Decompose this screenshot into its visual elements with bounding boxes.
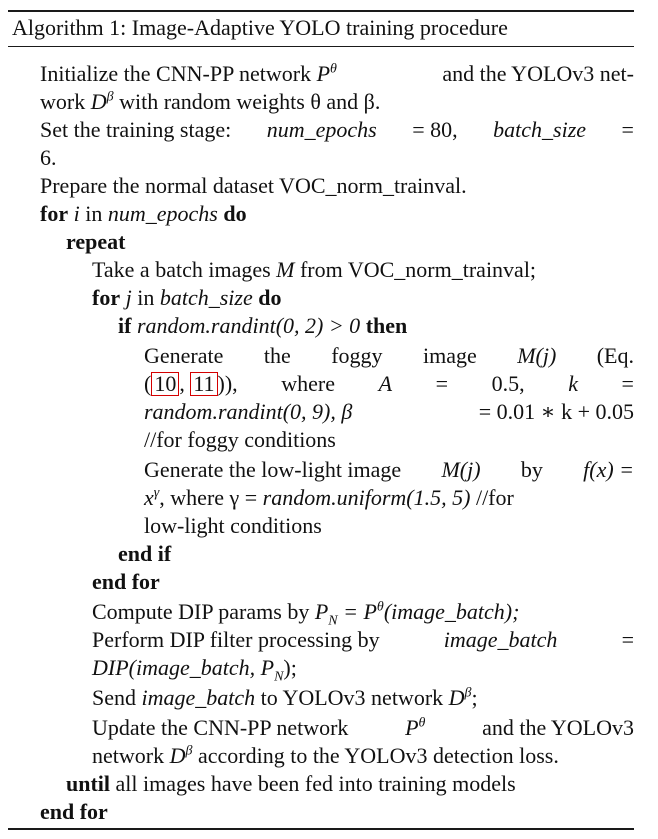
prepare-line: Prepare the normal dataset VOC_norm_trainval. bbox=[40, 173, 467, 198]
end-if-line: end if bbox=[118, 541, 172, 566]
update-line-1: Update the CNN-PP network $P^\theta$ and the YOLOv3 bbox=[92, 715, 634, 740]
fog-line-1: Generate the foggy image M(j) (Eq. bbox=[144, 343, 634, 368]
top-rule bbox=[8, 10, 634, 12]
take-batch-line: Take a batch images M from VOC_norm_trainval; bbox=[92, 257, 537, 282]
compute-line: Compute DIP params by $P_N$ = $P^\theta(image\_batch)$; bbox=[92, 599, 520, 629]
caption-rule bbox=[8, 46, 634, 47]
stage-line-2: 6. bbox=[40, 145, 57, 170]
end-for-inner-line: end for bbox=[92, 569, 160, 594]
equation-ref-10[interactable]: 10 bbox=[151, 372, 179, 396]
lowlight-line-3: low-light conditions bbox=[144, 513, 322, 538]
end-for-outer-line: end for bbox=[40, 799, 108, 824]
perform-line-2: DIP(image_batch, $P_N$); bbox=[92, 655, 297, 685]
init-line-1: Initialize the CNN-PP network $P^\theta$ and the YOLOv3 net- bbox=[40, 61, 634, 86]
for-epochs-line: for i in num_epochs do bbox=[40, 201, 247, 226]
until-line: until all images have been fed into training models bbox=[66, 771, 516, 796]
lowlight-line-1: Generate the low-light image M(j) by f(x) = bbox=[144, 457, 634, 482]
fog-line-3: random.randint(0, 9), β = 0.01 ∗ k + 0.05 bbox=[144, 399, 634, 424]
perform-line-1: Perform DIP filter processing by image_batch = bbox=[92, 627, 634, 652]
if-line: if random.randint(0, 2) > 0 then bbox=[118, 313, 408, 338]
lowlight-line-2: $x^\gamma$, where γ = random.uniform(1.5, 5) //for bbox=[144, 485, 514, 510]
fog-line-2: ( 10 , 11 )), where A = 0.5, k = bbox=[144, 371, 634, 396]
stage-line-1: Set the training stage: num_epochs = 80, batch_size = bbox=[40, 117, 634, 142]
init-line-2: work $D^\beta$ with random weights θ and β. bbox=[40, 89, 381, 114]
algorithm-caption bbox=[12, 13, 508, 43]
bottom-rule bbox=[8, 828, 634, 830]
caption-label: Algorithm 1: bbox=[12, 15, 127, 40]
equation-ref-11[interactable]: 11 bbox=[190, 372, 217, 396]
for-batch-line: for j in batch_size do bbox=[92, 285, 282, 310]
caption-title: Image-Adaptive YOLO training procedure bbox=[131, 15, 508, 40]
fog-comment: //for foggy conditions bbox=[144, 427, 336, 452]
repeat-line: repeat bbox=[66, 229, 126, 254]
send-line: Send image_batch to YOLOv3 network $D^\beta$; bbox=[92, 685, 478, 710]
update-line-2: network $D^\beta$ according to the YOLOv3 detection loss. bbox=[92, 743, 559, 768]
